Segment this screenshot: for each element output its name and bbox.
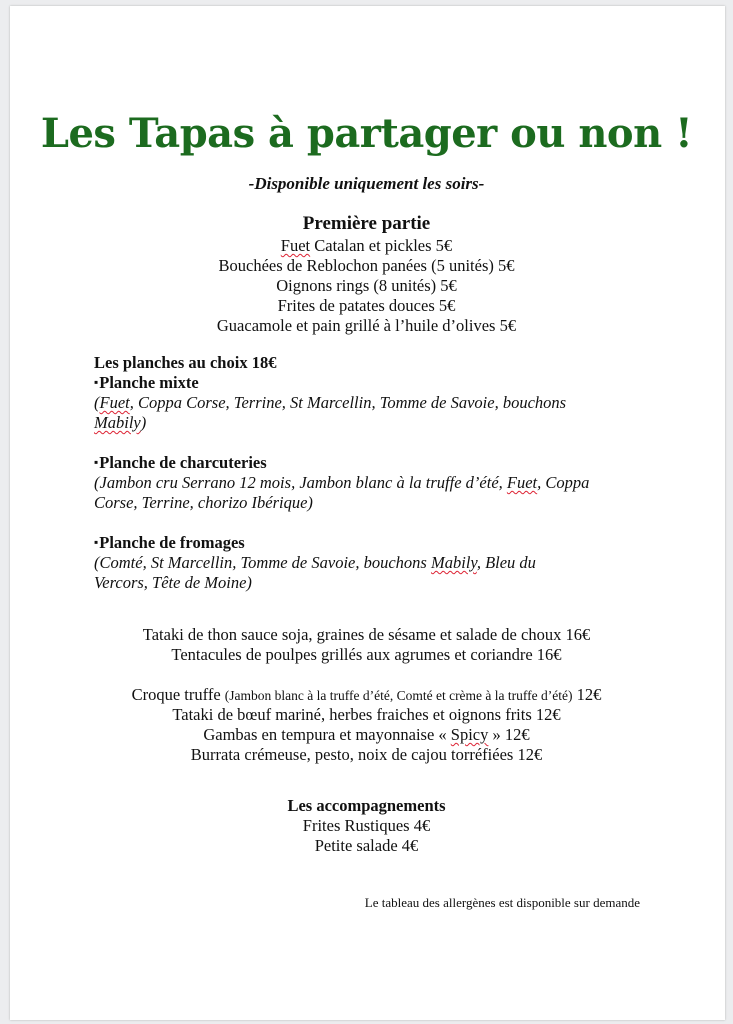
- allergen-note: Le tableau des allergènes est disponible sur demande: [364, 895, 640, 910]
- desc-text: (Jambon cru Serrano 12 mois, Jambon blanc à la truffe d’été,: [94, 473, 507, 492]
- planches-heading: Les planches au choix 18€: [94, 353, 277, 372]
- menu-item-detail: (Jambon blanc à la truffe d’été, Comté et crème à la truffe d’été): [224, 688, 573, 703]
- desc-text: , Bleu du: [476, 553, 536, 572]
- planche-mixte-desc-line2: [94, 413, 654, 433]
- menu-item-gambas: [0, 725, 733, 745]
- menu-item-text: Fuet: [280, 236, 311, 255]
- planche-fromages-desc-line1: [94, 553, 654, 573]
- menu-item-frites-rustiques: Frites Rustiques 4€: [302, 816, 431, 835]
- menu-item-tataki-thon: Tataki de thon sauce soja, graines de sésame et salade de choux 16€: [142, 625, 591, 644]
- menu-item-text: Spicy: [450, 725, 489, 744]
- planche-charcuteries-desc-line2: Corse, Terrine, chorizo Ibérique): [94, 493, 313, 512]
- desc-text: Fuet: [506, 473, 538, 492]
- menu-item-croque-truffe: [0, 685, 733, 706]
- desc-text: ): [140, 413, 147, 432]
- menu-item-tataki-boeuf: Tataki de bœuf mariné, herbes fraiches et oignons frits 12€: [172, 705, 561, 724]
- menu-item-tentacules: Tentacules de poulpes grillés aux agrumes et coriandre 16€: [171, 645, 562, 664]
- desc-text: , Coppa Corse, Terrine, St Marcellin, Tomme de Savoie, bouchons: [129, 393, 567, 412]
- menu-item-text: Croque truffe: [131, 685, 225, 704]
- menu-item-text: » 12€: [488, 725, 530, 744]
- menu-item-text: Catalan et pickles 5€: [310, 236, 453, 255]
- menu-item-reblochon: Bouchées de Reblochon panées (5 unités) 5€: [218, 256, 515, 275]
- desc-text: Fuet: [99, 393, 130, 412]
- desc-text: (: [94, 393, 100, 412]
- desc-text: (Comté, St Marcellin, Tomme de Savoie, bouchons: [94, 553, 431, 572]
- planche-mixte-desc-line1: [94, 393, 654, 413]
- planche-charcuteries-desc-line1: [94, 473, 654, 493]
- desc-text: Mabily: [94, 413, 141, 432]
- menu-title: Les Tapas à partager ou non !: [40, 110, 693, 157]
- menu-item-petite-salade: Petite salade 4€: [314, 836, 419, 855]
- menu-item-fuet: [0, 236, 733, 256]
- planche-charcuteries-title: ▪ Planche de charcuteries: [94, 453, 654, 474]
- desc-text: , Coppa: [537, 473, 590, 492]
- premiere-partie-heading: Première partie: [302, 213, 431, 234]
- menu-item-text: Gambas en tempura et mayonnaise «: [203, 725, 451, 744]
- menu-page: [10, 6, 725, 1020]
- menu-item-frites-patates: Frites de patates douces 5€: [277, 296, 456, 315]
- accompagnements-heading: Les accompagnements: [287, 796, 446, 815]
- menu-item-oignons: Oignons rings (8 unités) 5€: [276, 276, 457, 295]
- menu-subtitle: -Disponible uniquement les soirs-: [248, 174, 485, 193]
- planche-fromages-desc-line2: Vercors, Tête de Moine): [94, 573, 252, 592]
- menu-item-guacamole: Guacamole et pain grillé à l’huile d’olives 5€: [216, 316, 517, 335]
- menu-item-price: 12€: [572, 685, 602, 704]
- menu-item-burrata: Burrata crémeuse, pesto, noix de cajou torréfiées 12€: [190, 745, 543, 764]
- planche-mixte-title: ▪ Planche mixte: [94, 373, 654, 394]
- planche-fromages-title: ▪ Planche de fromages: [94, 533, 654, 554]
- desc-text: Mabily: [430, 553, 477, 572]
